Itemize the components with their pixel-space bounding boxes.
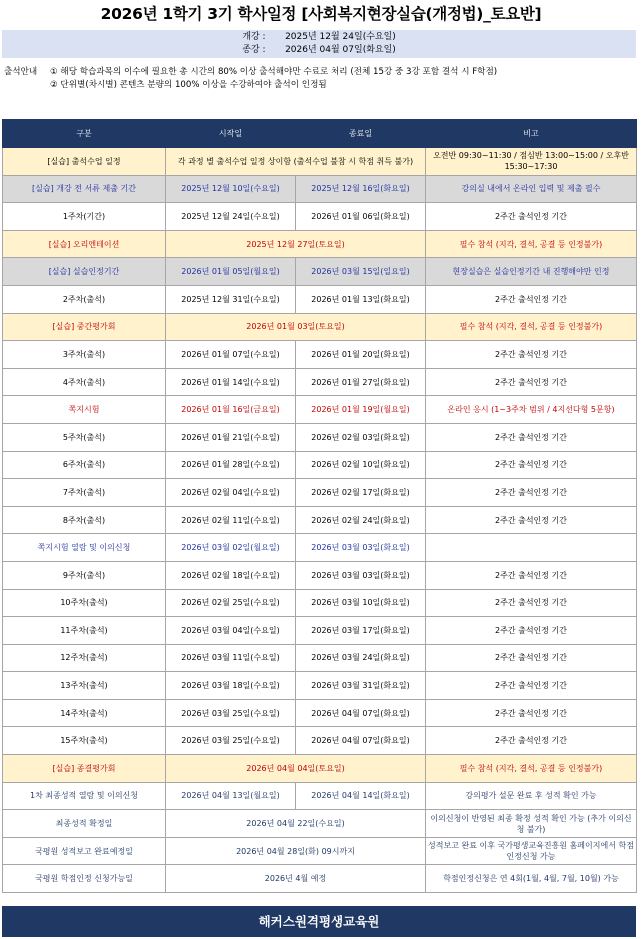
table-row bbox=[3, 699, 637, 727]
row-remarks: 필수 참석 (지각, 결석, 공결 등 인정불가) bbox=[426, 230, 637, 258]
row-start-date: 2026년 03월 02일(월요일) bbox=[166, 534, 296, 562]
row-end-date: 2026년 03월 10일(화요일) bbox=[296, 589, 426, 617]
row-date-range: 각 과정 별 출석수업 일정 상이함 (출석수업 불참 시 학점 취득 불가) bbox=[166, 148, 426, 176]
row-category: 쪽지시험 열람 및 이의신청 bbox=[3, 534, 166, 562]
row-start-date: 2026년 04월 13일(월요일) bbox=[166, 782, 296, 810]
start-date-line bbox=[2, 31, 636, 44]
row-category: [실습] 종결평가회 bbox=[3, 755, 166, 783]
row-category: 최종성적 확정일 bbox=[3, 810, 166, 838]
row-category: 7주차(출석) bbox=[3, 479, 166, 507]
row-end-date: 2026년 01월 06일(화요일) bbox=[296, 203, 426, 231]
table-row bbox=[3, 561, 637, 589]
row-start-date: 2026년 02월 04일(수요일) bbox=[166, 479, 296, 507]
row-start-date: 2026년 01월 14일(수요일) bbox=[166, 368, 296, 396]
row-category: 4주차(출석) bbox=[3, 368, 166, 396]
row-category: [실습] 실습인정기간 bbox=[3, 258, 166, 286]
table-row bbox=[3, 313, 637, 341]
row-remarks: 2주간 출석인정 기간 bbox=[426, 506, 637, 534]
row-start-date: 2026년 02월 18일(수요일) bbox=[166, 561, 296, 589]
table-row bbox=[3, 837, 637, 865]
row-start-date: 2026년 01월 16일(금요일) bbox=[166, 396, 296, 424]
schedule-table bbox=[2, 119, 637, 893]
row-end-date: 2026년 04월 07일(화요일) bbox=[296, 699, 426, 727]
table-row bbox=[3, 175, 637, 203]
row-category: [실습] 중간평가회 bbox=[3, 313, 166, 341]
row-remarks: 2주간 출석인정 기간 bbox=[426, 561, 637, 589]
row-end-date: 2026년 01월 13일(화요일) bbox=[296, 285, 426, 313]
row-end-date: 2026년 04월 07일(화요일) bbox=[296, 727, 426, 755]
row-remarks: 2주간 출석인정 기간 bbox=[426, 423, 637, 451]
table-body bbox=[3, 148, 637, 893]
row-date-range: 2026년 4월 예정 bbox=[166, 865, 426, 893]
notice-heading: 출석안내 bbox=[4, 67, 38, 77]
end-date: 2026년 04월 07일(화요일) bbox=[285, 45, 396, 55]
start-label: 개강 : bbox=[242, 32, 266, 42]
row-date-range: 2026년 04월 22일(수요일) bbox=[166, 810, 426, 838]
row-end-date: 2026년 02월 10일(화요일) bbox=[296, 451, 426, 479]
row-remarks: 오전반 09:30~11:30 / 점심반 13:00~15:00 / 오후반 15:30~17:30 bbox=[426, 148, 637, 176]
row-end-date: 2026년 01월 19일(월요일) bbox=[296, 396, 426, 424]
row-category: 5주차(출석) bbox=[3, 423, 166, 451]
row-start-date: 2025년 12월 31일(수요일) bbox=[166, 285, 296, 313]
row-remarks: 2주간 출석인정 기간 bbox=[426, 479, 637, 507]
row-end-date: 2026년 03월 03일(화요일) bbox=[296, 534, 426, 562]
row-remarks: 2주간 출석인정 기간 bbox=[426, 699, 637, 727]
row-remarks: 2주간 출석인정 기간 bbox=[426, 341, 637, 369]
row-start-date: 2026년 03월 04일(수요일) bbox=[166, 617, 296, 645]
header-end-date: 종료일 bbox=[296, 120, 426, 148]
institution-footer: 해커스원격평생교육원 bbox=[2, 906, 636, 937]
table-header-row bbox=[3, 120, 637, 148]
header-remarks: 비고 bbox=[426, 120, 637, 148]
row-category: 1주차(기간) bbox=[3, 203, 166, 231]
row-category: 10주차(출석) bbox=[3, 589, 166, 617]
table-row bbox=[3, 451, 637, 479]
table-row bbox=[3, 203, 637, 231]
row-start-date: 2026년 01월 21일(수요일) bbox=[166, 423, 296, 451]
row-category: 9주차(출석) bbox=[3, 561, 166, 589]
row-remarks: 2주간 출석인정 기간 bbox=[426, 451, 637, 479]
row-start-date: 2026년 03월 25일(수요일) bbox=[166, 727, 296, 755]
table-row bbox=[3, 396, 637, 424]
table-row bbox=[3, 479, 637, 507]
row-remarks: 2주간 출석인정 기간 bbox=[426, 203, 637, 231]
row-end-date: 2026년 03월 24일(화요일) bbox=[296, 644, 426, 672]
row-remarks: 성적보고 완료 이후 국가평생교육진흥원 홈페이지에서 학점인정신청 가능 bbox=[426, 837, 637, 865]
row-start-date: 2026년 03월 25일(수요일) bbox=[166, 699, 296, 727]
table-row bbox=[3, 727, 637, 755]
row-end-date: 2026년 02월 24일(화요일) bbox=[296, 506, 426, 534]
table-row bbox=[3, 672, 637, 700]
row-remarks: 2주간 출석인정 기간 bbox=[426, 368, 637, 396]
row-date-range: 2026년 04월 28일(화) 09시까지 bbox=[166, 837, 426, 865]
table-row bbox=[3, 230, 637, 258]
row-category: 15주차(출석) bbox=[3, 727, 166, 755]
page-title: 2026년 1학기 3기 학사일정 [사회복지현장실습(개정법)_토요반] bbox=[100, 5, 542, 23]
table-row bbox=[3, 258, 637, 286]
row-category: 6주차(출석) bbox=[3, 451, 166, 479]
row-category: 국평원 성적보고 완료예정일 bbox=[3, 837, 166, 865]
row-end-date: 2026년 03월 31일(화요일) bbox=[296, 672, 426, 700]
row-category: [실습] 출석수업 일정 bbox=[3, 148, 166, 176]
row-end-date: 2026년 03월 15일(일요일) bbox=[296, 258, 426, 286]
row-category: 11주차(출석) bbox=[3, 617, 166, 645]
course-period-box bbox=[2, 30, 636, 58]
table-row bbox=[3, 285, 637, 313]
row-remarks: 2주간 출석인정 기간 bbox=[426, 285, 637, 313]
row-start-date: 2026년 02월 25일(수요일) bbox=[166, 589, 296, 617]
row-category: 14주차(출석) bbox=[3, 699, 166, 727]
table-row bbox=[3, 589, 637, 617]
start-date: 2025년 12월 24일(수요일) bbox=[285, 32, 396, 42]
notice-line-1: ① 해당 학습과목의 이수에 필요한 총 시간의 80% 이상 출석해야만 수료로 처리 (전체 15강 중 3강 포함 결석 시 F학점) bbox=[50, 67, 498, 77]
row-start-date: 2026년 01월 28일(수요일) bbox=[166, 451, 296, 479]
row-date-range: 2026년 01월 03일(토요일) bbox=[166, 313, 426, 341]
row-end-date: 2025년 12월 16일(화요일) bbox=[296, 175, 426, 203]
row-remarks: 온라인 응시 (1~3주차 범위 / 4지선다형 5문항) bbox=[426, 396, 637, 424]
end-date-line bbox=[2, 44, 636, 57]
row-category: [실습] 개강 전 서류 제출 기간 bbox=[3, 175, 166, 203]
row-remarks: 2주간 출석인정 기간 bbox=[426, 617, 637, 645]
row-end-date: 2026년 01월 27일(화요일) bbox=[296, 368, 426, 396]
row-start-date: 2026년 02월 11일(수요일) bbox=[166, 506, 296, 534]
row-end-date: 2026년 03월 17일(화요일) bbox=[296, 617, 426, 645]
row-remarks bbox=[426, 534, 637, 562]
row-remarks: 2주간 출석인정 기간 bbox=[426, 644, 637, 672]
table-row bbox=[3, 534, 637, 562]
row-date-range: 2025년 12월 27일(토요일) bbox=[166, 230, 426, 258]
row-remarks: 이의신청이 반영된 최종 확정 성적 확인 가능 (추가 이의신청 불가) bbox=[426, 810, 637, 838]
header-category: 구분 bbox=[3, 120, 166, 148]
row-category: 12주차(출석) bbox=[3, 644, 166, 672]
row-end-date: 2026년 02월 03일(화요일) bbox=[296, 423, 426, 451]
end-label: 종강 : bbox=[242, 45, 266, 55]
row-end-date: 2026년 01월 20일(화요일) bbox=[296, 341, 426, 369]
table-row bbox=[3, 755, 637, 783]
row-category: 2주차(출석) bbox=[3, 285, 166, 313]
table-row bbox=[3, 865, 637, 893]
table-row bbox=[3, 810, 637, 838]
row-remarks: 필수 참석 (지각, 결석, 공결 등 인정불가) bbox=[426, 313, 637, 341]
header-start-date: 시작일 bbox=[166, 120, 296, 148]
row-category: 1차 최종성적 열람 및 이의신청 bbox=[3, 782, 166, 810]
row-remarks: 강의실 내에서 온라인 입력 및 제출 필수 bbox=[426, 175, 637, 203]
row-category: 국평원 학점인정 신청가능일 bbox=[3, 865, 166, 893]
row-category: 13주차(출석) bbox=[3, 672, 166, 700]
table-row bbox=[3, 506, 637, 534]
row-date-range: 2026년 04월 04일(토요일) bbox=[166, 755, 426, 783]
row-start-date: 2026년 03월 11일(수요일) bbox=[166, 644, 296, 672]
table-row bbox=[3, 423, 637, 451]
table-row bbox=[3, 782, 637, 810]
row-remarks: 2주간 출석인정 기간 bbox=[426, 727, 637, 755]
notice-line-2: ② 단위별(차시별) 콘텐츠 분량의 100% 이상을 수강하여야 출석이 인정됨 bbox=[50, 80, 327, 90]
row-remarks: 2주간 출석인정 기간 bbox=[426, 589, 637, 617]
row-end-date: 2026년 02월 17일(화요일) bbox=[296, 479, 426, 507]
row-end-date: 2026년 03월 03일(화요일) bbox=[296, 561, 426, 589]
row-remarks: 필수 참석 (지각, 결석, 공결 등 인정불가) bbox=[426, 755, 637, 783]
row-category: 8주차(출석) bbox=[3, 506, 166, 534]
row-start-date: 2026년 01월 07일(수요일) bbox=[166, 341, 296, 369]
table-row bbox=[3, 644, 637, 672]
row-category: 쪽지시험 bbox=[3, 396, 166, 424]
row-remarks: 강의평가 설문 완료 후 성적 확인 가능 bbox=[426, 782, 637, 810]
table-row bbox=[3, 148, 637, 176]
row-category: [실습] 오리엔테이션 bbox=[3, 230, 166, 258]
table-row bbox=[3, 368, 637, 396]
row-remarks: 학점인정신청은 연 4회(1월, 4월, 7월, 10월) 가능 bbox=[426, 865, 637, 893]
row-start-date: 2025년 12월 24일(수요일) bbox=[166, 203, 296, 231]
row-start-date: 2026년 03월 18일(수요일) bbox=[166, 672, 296, 700]
row-end-date: 2026년 04월 14일(화요일) bbox=[296, 782, 426, 810]
table-row bbox=[3, 617, 637, 645]
table-row bbox=[3, 341, 637, 369]
row-start-date: 2025년 12월 10일(수요일) bbox=[166, 175, 296, 203]
row-category: 3주차(출석) bbox=[3, 341, 166, 369]
row-start-date: 2026년 01월 05일(월요일) bbox=[166, 258, 296, 286]
row-remarks: 2주간 출석인정 기간 bbox=[426, 672, 637, 700]
row-remarks: 현장실습은 실습인정기간 내 진행해야만 인정 bbox=[426, 258, 637, 286]
